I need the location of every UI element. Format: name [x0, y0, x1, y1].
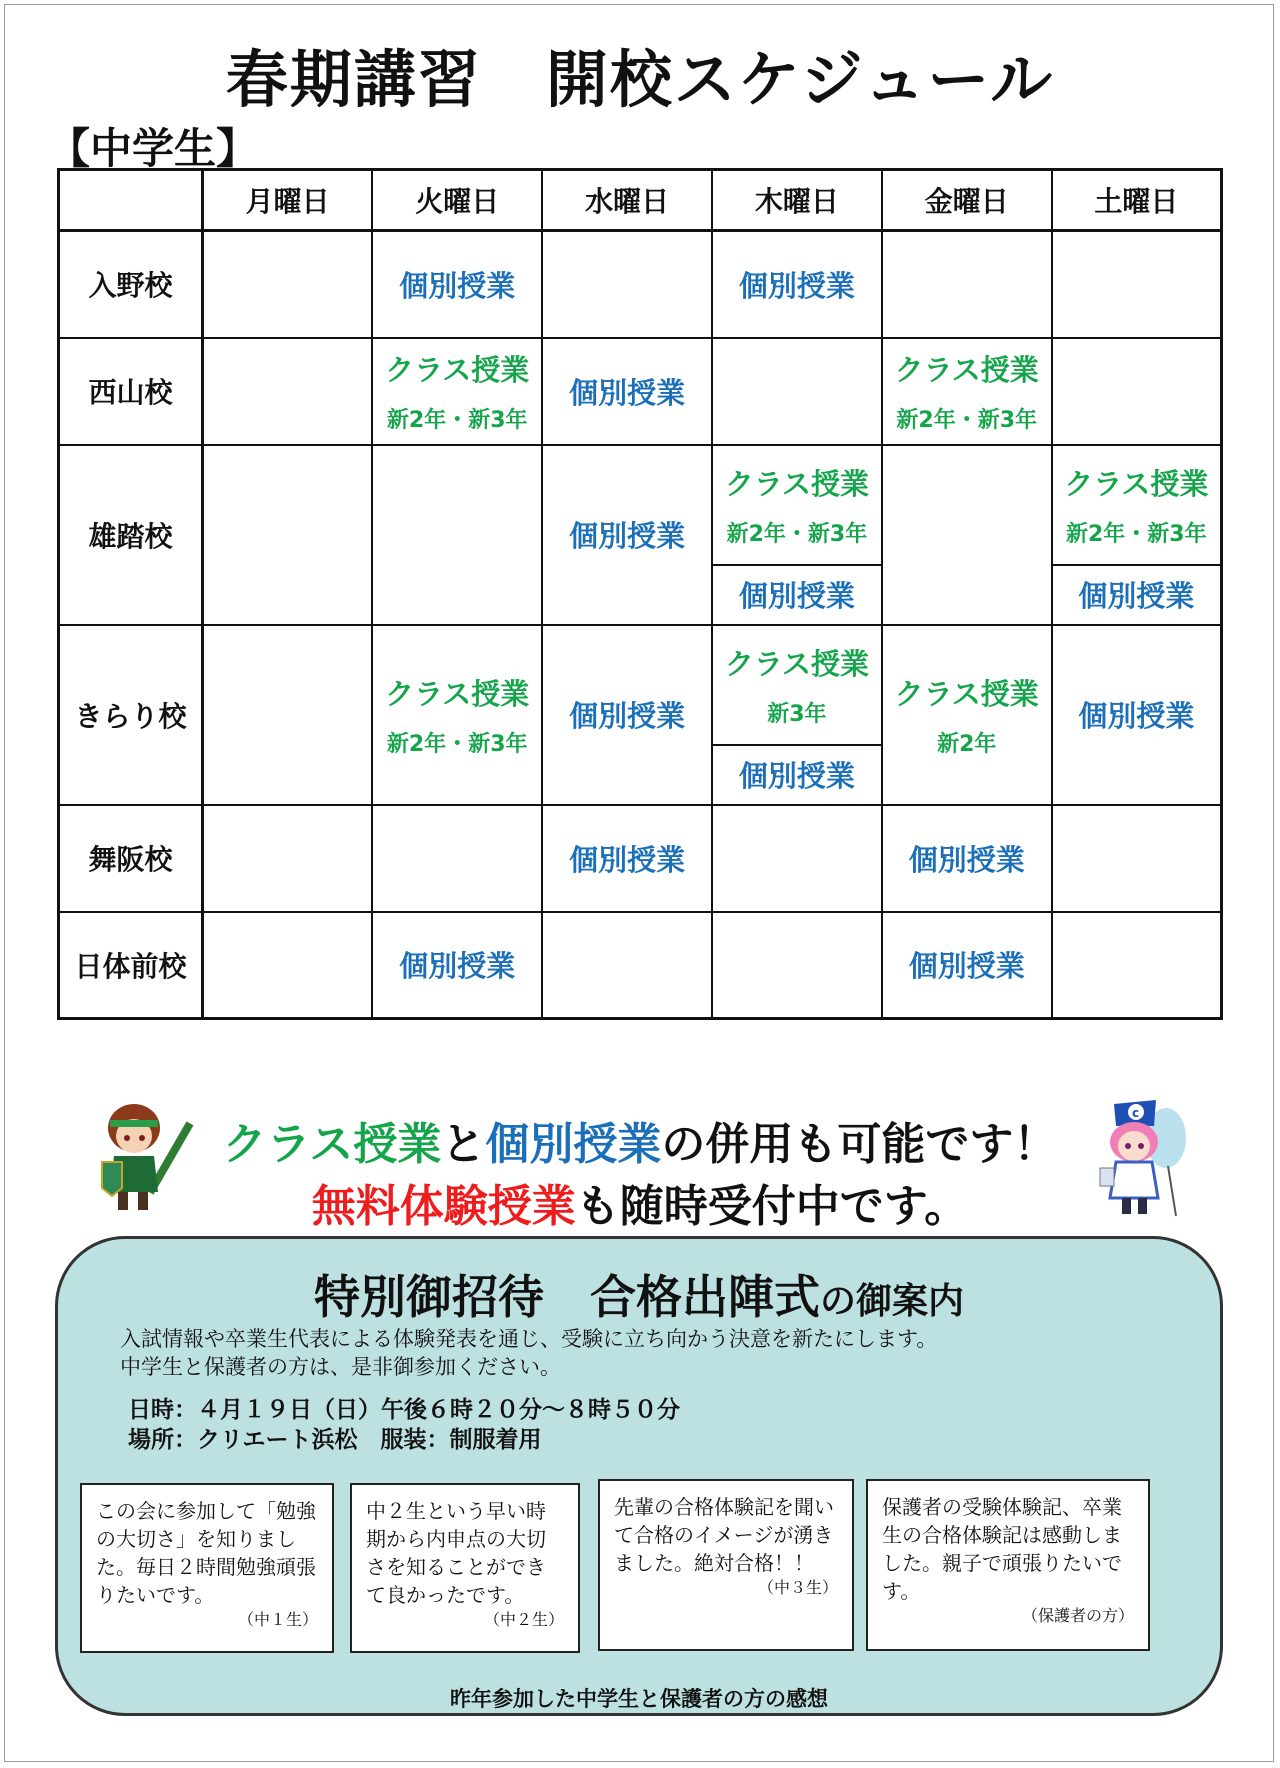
cell-kobetsu [882, 912, 1052, 1019]
cell-empty [203, 912, 373, 1019]
table-row [59, 805, 1222, 912]
kobetsu-label: 個別授業 [399, 268, 516, 303]
testimonial-text: 保護者の受験体験記、卒業生の合格体験記は感動しました。親子で頑張りたいです。 [882, 1495, 1122, 1603]
testimonial-text: この会に参加して「勉強の大切さ」を知りました。毎日２時間勉強頑張りたいです。 [96, 1499, 316, 1607]
kobetsu-label: 個別授業 [908, 842, 1025, 877]
cell-kobetsu [542, 338, 712, 445]
cell-class [372, 625, 542, 805]
promo-text: の併用も可能です！ [661, 1119, 1058, 1170]
cell-kobetsu [542, 625, 712, 805]
cell-empty [1052, 231, 1222, 338]
cell-kobetsu [542, 805, 712, 912]
testimonial-card [866, 1479, 1150, 1651]
grade-label: 新2年 [937, 731, 997, 757]
cell-empty [712, 338, 882, 445]
kobetsu-label: 個別授業 [1078, 579, 1195, 613]
cell-empty [712, 805, 882, 912]
cell-class [372, 338, 542, 445]
testimonial-card [598, 1479, 854, 1651]
event-description-line: 中学生と保護者の方は、是非御参加ください。 [120, 1355, 561, 1379]
school-name: きらり校 [59, 625, 203, 805]
kobetsu-label: 個別授業 [1078, 699, 1195, 733]
class-label: クラス授業 [724, 466, 869, 501]
cell-empty [712, 912, 882, 1019]
cell-empty [1052, 338, 1222, 445]
grade-label: 新2年・新3年 [726, 521, 868, 547]
class-label: クラス授業 [385, 676, 530, 711]
cell-kobetsu [542, 445, 712, 625]
school-name: 入野校 [59, 231, 203, 338]
table-row [59, 231, 1222, 338]
promo-free-trial-text: 無料体験授業 [311, 1181, 576, 1232]
event-title [58, 1261, 1220, 1327]
grade-label: 新2年・新3年 [896, 408, 1038, 433]
cell-class [882, 625, 1052, 805]
cell-empty [203, 625, 373, 805]
header-tue: 火曜日 [372, 170, 542, 231]
promo-class-text: クラス授業 [222, 1119, 442, 1170]
kobetsu-label: 個別授業 [738, 759, 855, 793]
header-wed: 水曜日 [542, 170, 712, 231]
schedule-table [57, 168, 1223, 1020]
class-label: クラス授業 [894, 676, 1039, 711]
cell-kobetsu [1052, 625, 1222, 805]
header-corner [59, 170, 203, 231]
cell-empty [1052, 912, 1222, 1019]
promo-kobetsu-text: 個別授業 [485, 1119, 662, 1170]
kobetsu-label: 個別授業 [569, 519, 686, 553]
testimonial-author: （保護者の方） [1021, 1606, 1134, 1625]
grade-label: 新2年・新3年 [386, 731, 528, 757]
testimonial-card [80, 1483, 334, 1653]
header-mon: 月曜日 [203, 170, 373, 231]
event-title-main: 特別御招待 合格出陣式 [313, 1270, 820, 1324]
event-description [120, 1325, 937, 1381]
table-row [59, 625, 1222, 805]
cell-empty [372, 805, 542, 912]
grade-label: 新2年・新3年 [386, 408, 528, 433]
cell-kobetsu [882, 805, 1052, 912]
cell-class [882, 338, 1052, 445]
class-label: クラス授業 [894, 353, 1039, 387]
kobetsu-label: 個別授業 [908, 949, 1025, 984]
event-place: 場所：クリエート浜松 服装：制服着用 [128, 1427, 542, 1453]
testimonial-text: 中２生という早い時期から内申点の大切さを知ることができて良かったです。 [366, 1499, 546, 1607]
header-thu: 木曜日 [712, 170, 882, 231]
kobetsu-label: 個別授業 [399, 949, 516, 984]
event-description-line: 入試情報や卒業生代表による体験発表を通じ、受験に立ち向かう決意を新たにします。 [120, 1327, 938, 1351]
kobetsu-label: 個別授業 [738, 579, 855, 613]
table-row [59, 338, 1222, 445]
school-name: 日体前校 [59, 912, 203, 1019]
testimonial-author: （中１生） [237, 1610, 318, 1629]
cell-empty [882, 445, 1052, 625]
cell-kobetsu [372, 912, 542, 1019]
cell-empty [203, 805, 373, 912]
cell-empty [203, 445, 373, 625]
promo-text: も随時受付中です。 [575, 1181, 969, 1232]
cell-empty [203, 338, 373, 445]
cell-empty [1052, 805, 1222, 912]
kobetsu-label: 個別授業 [569, 375, 686, 410]
school-name: 雄踏校 [59, 445, 203, 625]
header-fri: 金曜日 [882, 170, 1052, 231]
cell-kobetsu [372, 231, 542, 338]
grade-label: 新2年・新3年 [1066, 521, 1207, 547]
table-header-row [59, 170, 1222, 231]
table-row [59, 445, 1222, 625]
table-row [59, 912, 1222, 1019]
cell-split [1052, 445, 1222, 625]
section-label: 【中学生】 [48, 124, 259, 173]
kobetsu-label: 個別授業 [569, 699, 686, 733]
testimonial-card [350, 1483, 580, 1653]
page-title: 春期講習 開校スケジュール [225, 43, 1055, 116]
promo-text: と [441, 1119, 486, 1170]
kobetsu-label: 個別授業 [738, 268, 855, 303]
svg-text:c: c [1132, 1106, 1140, 1120]
school-name: 舞阪校 [59, 805, 203, 912]
cell-kobetsu [712, 231, 882, 338]
cell-empty [372, 445, 542, 625]
cell-empty [882, 231, 1052, 338]
event-info [128, 1395, 680, 1455]
cell-empty [203, 231, 373, 338]
cell-empty [542, 912, 712, 1019]
class-label: クラス授業 [1064, 466, 1209, 501]
testimonial-text: 先輩の合格体験記を聞いて合格のイメージが湧きました。絶対合格！！ [614, 1495, 834, 1575]
testimonial-author: （中３生） [757, 1578, 838, 1597]
grade-label: 新3年 [767, 701, 827, 727]
class-label: クラス授業 [724, 646, 869, 681]
promo-line-2 [0, 1170, 1280, 1234]
event-datetime: 日時：４月１９日（日）午後６時２０分～８時５０分 [128, 1397, 680, 1423]
header-sat: 土曜日 [1052, 170, 1222, 231]
cell-split [712, 625, 882, 805]
promo-line-1 [0, 1108, 1280, 1172]
event-footer: 昨年参加した中学生と保護者の方の感想 [450, 1687, 828, 1711]
school-name: 西山校 [59, 338, 203, 445]
kobetsu-label: 個別授業 [569, 842, 686, 877]
event-panel [55, 1236, 1223, 1716]
testimonial-author: （中２生） [483, 1610, 564, 1629]
cell-split [712, 445, 882, 625]
cell-empty [542, 231, 712, 338]
event-title-suffix: の御案内 [819, 1281, 964, 1322]
class-label: クラス授業 [385, 353, 530, 387]
